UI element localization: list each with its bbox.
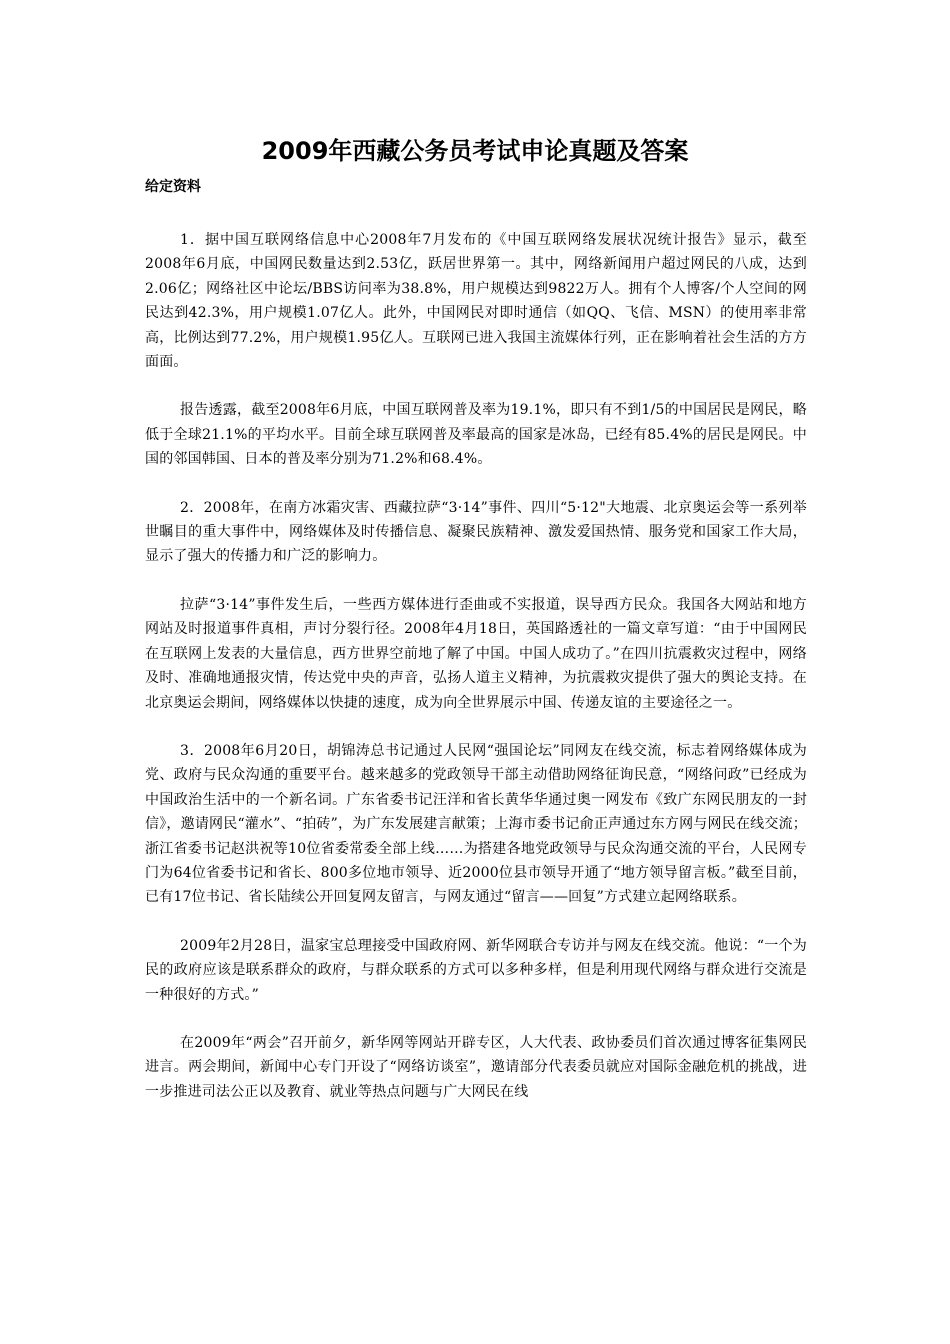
paragraph-2: 报告透露，截至2008年6月底，中国互联网普及率为19.1%，即只有不到1/5的中国居民是网民，略低于全球21.1%的平均水平。目前全球互联网普及率最高的国家是冰岛，已经有85.4%的居民是网民。中国的邻国韩国、日本的普及率分别为71.2%和68.4%。 <box>145 402 807 468</box>
paragraph-4: 拉萨“3·14”事件发生后，一些西方媒体进行歪曲或不实报道，误导西方民众。我国各大网站和地方网站及时报道事件真相，声讨分裂行径。2008年4月18日，英国路透社的一篇文章写道：“由于中国网民在互联网上发表的大量信息，西方世界空前地了解了中国。中国人成功了。”在四川抗震救灾过程中，网络及时、准确地通报灾情，传达党中央的声音，弘扬人道主义精神，为抗震救灾提供了强大的舆论支持。在北京奥运会期间，网络媒体以快捷的速度，成为向全世界展示中国、传递友谊的主要途径之一。 <box>145 596 807 711</box>
paragraph-3: 2．2008年，在南方冰霜灾害、西藏拉萨“3·14”事件、四川“5·12"大地震、北京奥运会等一系列举世瞩目的重大事件中，网络媒体及时传播信息、凝聚民族精神、激发爱国热情、服务党和国家工作大局，显示了强大的传播力和广泛的影响力。 <box>145 499 807 565</box>
paragraph-5: 3．2008年6月20日，胡锦涛总书记通过人民网“强国论坛”同网友在线交流，标志着网络媒体成为党、政府与民众沟通的重要平台。越来越多的党政领导干部主动借助网络征询民意，“网络问政”已经成为中国政治生活中的一个新名词。广东省委书记汪洋和省长黄华华通过奥一网发布《致广东网民朋友的一封信》，邀请网民“灌水”、“拍砖”，为广东发展建言献策；上海市委书记俞正声通过东方网与网民在线交流；浙江省委书记赵洪祝等10位省委常委全部上线……为搭建各地党政领导与民众沟通交流的平台，人民网专门为64位省委书记和省长、800多位地市领导、近2000位县市领导开通了“地方领导留言板。”截至目前，已有17位书记、省长陆续公开回复网友留言，与网友通过“留言——回复”方式建立起网络联系。 <box>145 742 807 906</box>
document-title: 2009年西藏公务员考试申论真题及答案 <box>261 137 689 165</box>
paragraph-7: 在2009年“两会”召开前夕，新华网等网站开辟专区，人大代表、政协委员们首次通过博客征集网民进言。两会期间，新闻中心专门开设了“网络访谈室”，邀请部分代表委员就应对国际金融危机的挑战，进一步推进司法公正以及教育、就业等热点问题与广大网民在线 <box>145 1034 807 1100</box>
paragraph-1: 1．据中国互联网络信息中心2008年7月发布的《中国互联网络发展状况统计报告》显示，截至2008年6月底，中国网民数量达到2.53亿，跃居世界第一。其中，网络新闻用户超过网民的八成，达到2.06亿；网络社区中论坛/BBS访问率为38.8%，用户规模达到9822万人。拥有个人博客/个人空间的网民达到42.3%，用户规模1.07亿人。此外，中国网民对即时通信（如QQ、飞信、MSN）的使用率非常高，比例达到77.2%，用户规模1.95亿人。互联网已进入我国主流媒体行列，正在影响着社会生活的方方面面。 <box>145 232 807 371</box>
section-label: 给定资料 <box>145 179 201 195</box>
document-body <box>145 228 807 1128</box>
paragraph-6: 2009年2月28日，温家宝总理接受中国政府网、新华网联合专访并与网友在线交流。他说：“一个为民的政府应该是联系群众的政府，与群众联系的方式可以多种多样，但是利用现代网络与群众进行交流是一种很好的方式。” <box>145 937 807 1003</box>
